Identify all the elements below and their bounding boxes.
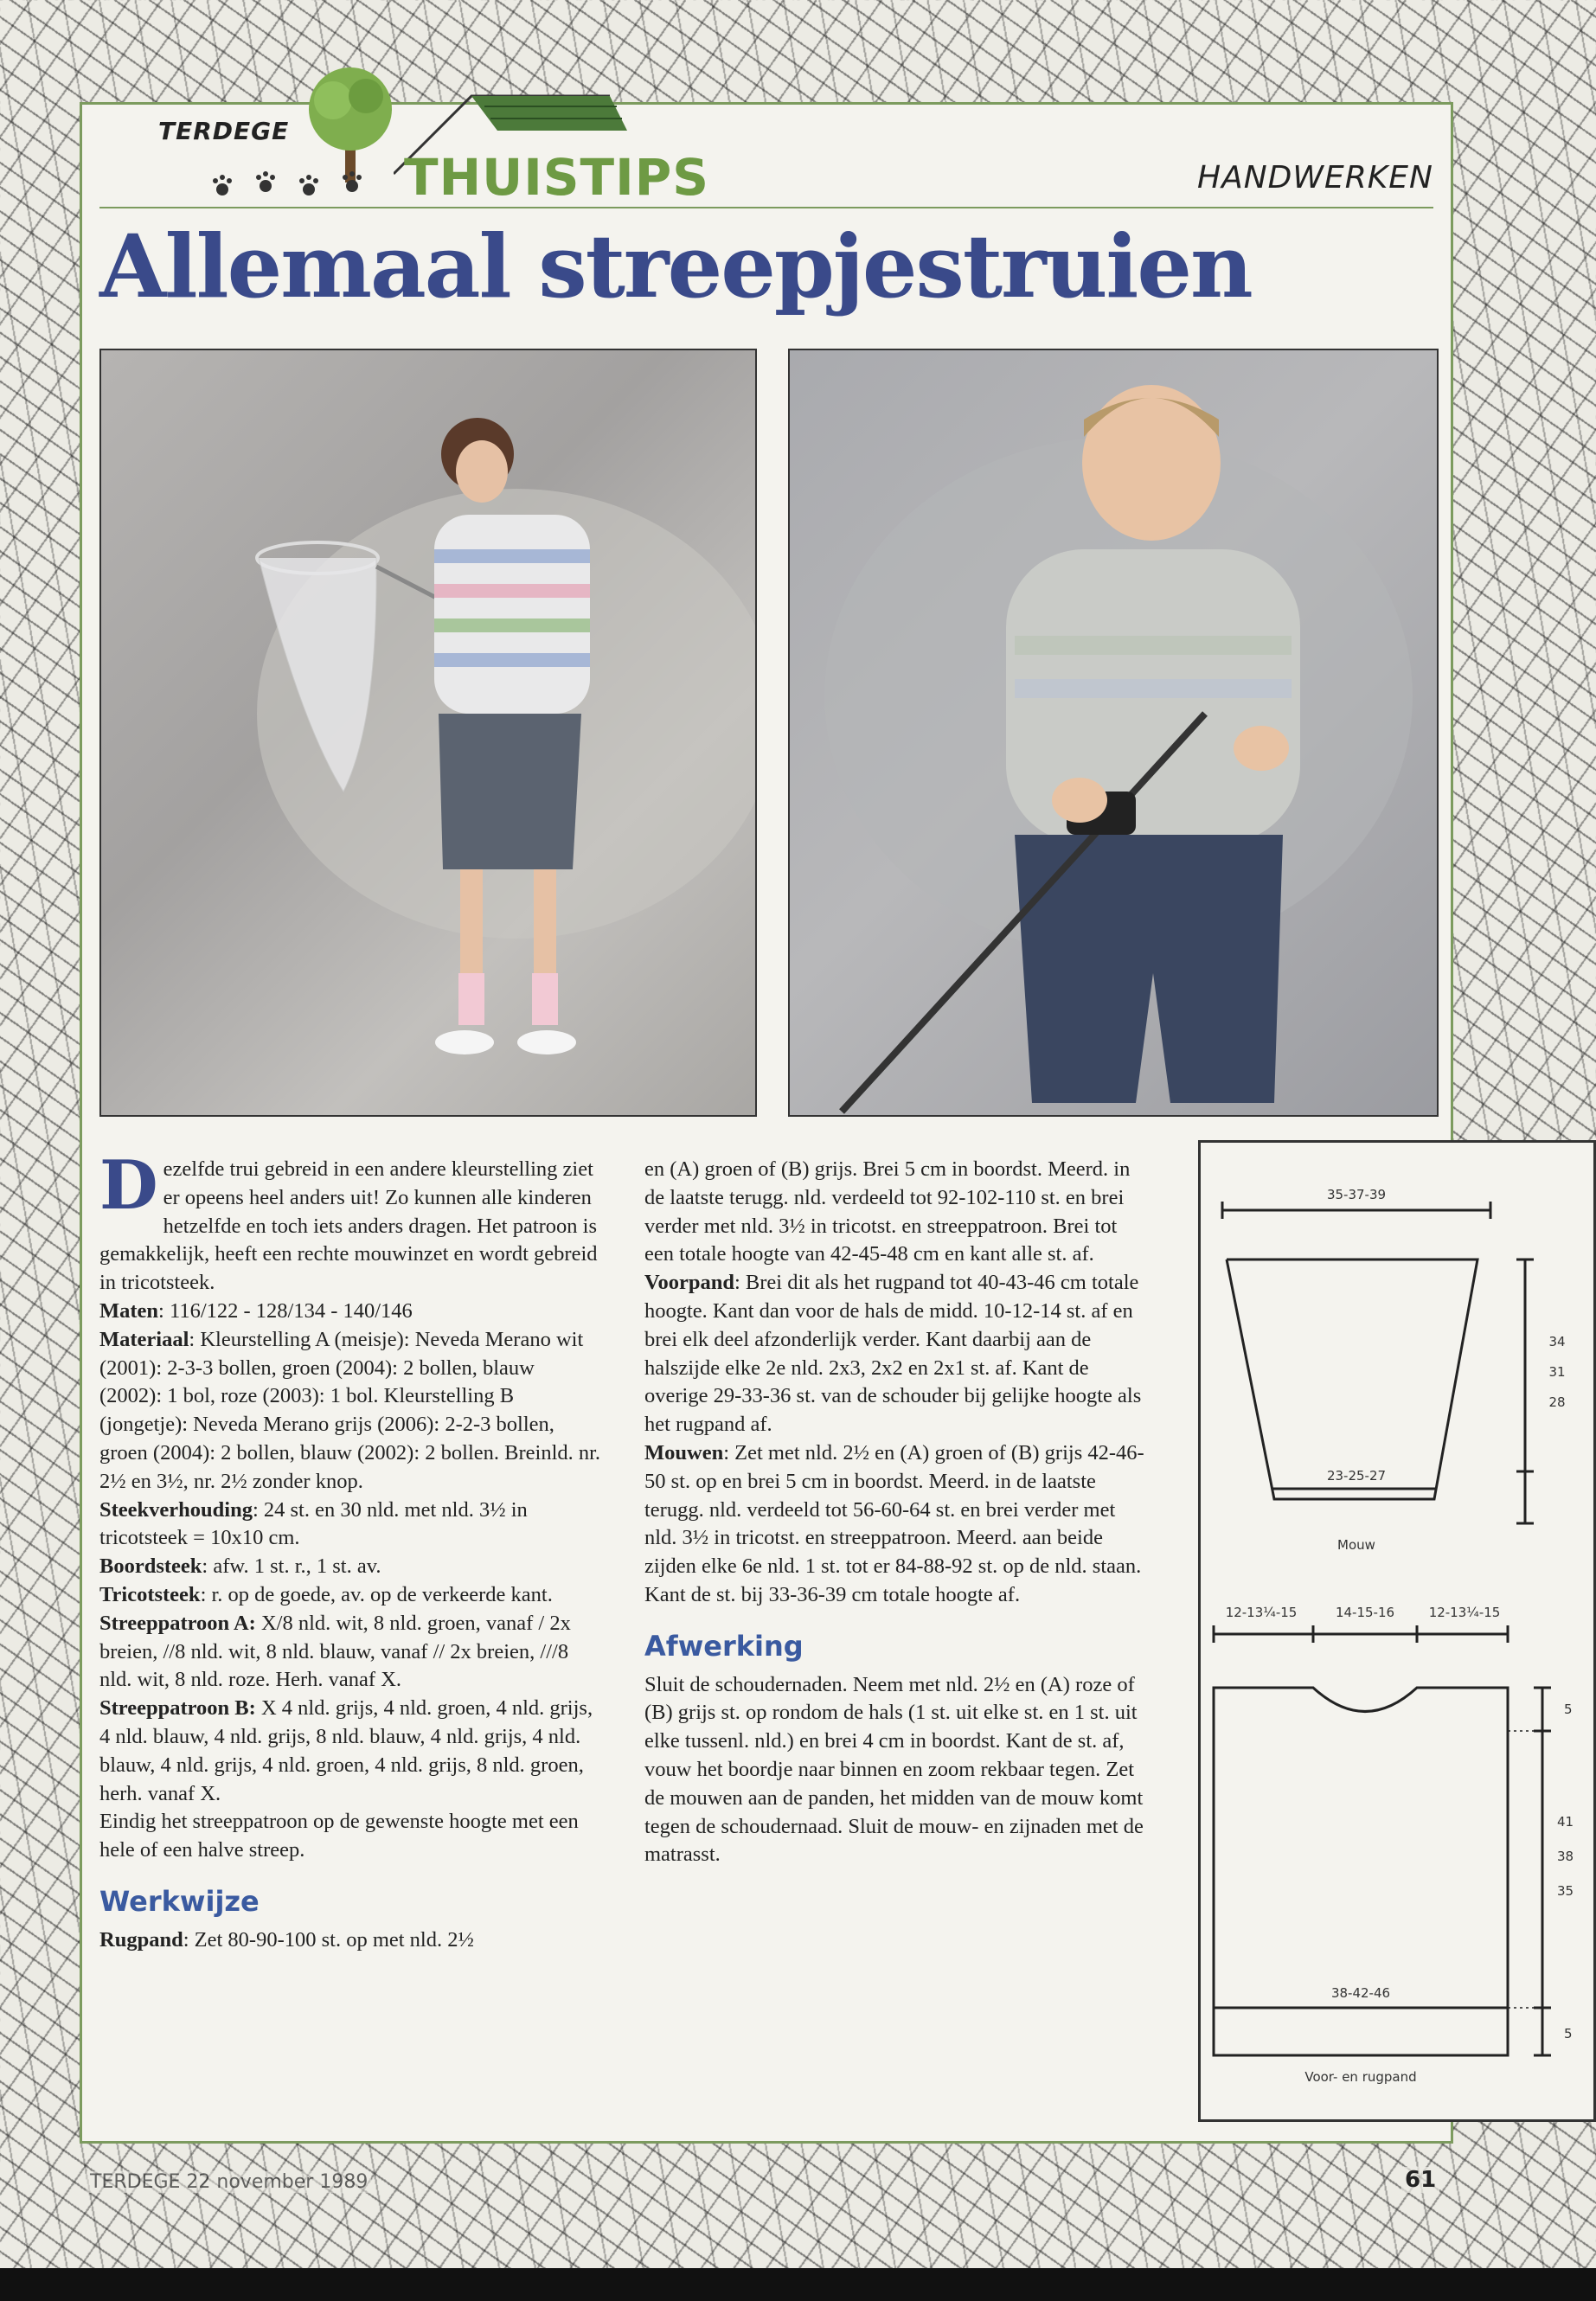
body-width-right: 12-13¼-15 bbox=[1428, 1605, 1501, 1620]
body-width-left: 12-13¼-15 bbox=[1225, 1605, 1298, 1620]
section-title: THUISTIPS bbox=[404, 148, 709, 207]
boordsteek-paragraph: Boordsteek: afw. 1 st. r., 1 st. av. bbox=[99, 1554, 381, 1579]
mouwen-paragraph: Mouwen: Zet met nld. 2½ en (A) groen of (B) grijs 42-46-50 st. op en brei 5 cm in boordst. Meerd. in de laatste terugg. nld. verdeeld tot 56-60-64 st. en brei verder met nld. 3½ in tricotst. en streeppatroon. Meerd. aan beide zijden elke 6e nld. 1 st. tot er 84-88-92 st. op de nld. staan. Kant de st. bij 33-36-39 cm totale hoogte af. bbox=[644, 1440, 1144, 1606]
text-column-1 bbox=[99, 1146, 601, 1955]
body-bottom-width: 38-42-46 bbox=[1330, 1985, 1391, 2001]
streeppatroon-a-paragraph: Streeppatroon A: X/8 nld. wit, 8 nld. groen, vanaf / 2x breien, //8 nld. wit, 8 nld. blauw, vanaf // 2x breien, ///8 nld. wit, 8 nld. roze. Herh. vanaf X. bbox=[99, 1611, 571, 1692]
page-number: 61 bbox=[1401, 2167, 1439, 2193]
body-height-top: 5 bbox=[1564, 1702, 1573, 1717]
rugpand-continued: en (A) groen of (B) grijs. Brei 5 cm in boordst. Meerd. in de laatste terugg. nld. verdeeld tot 92-102-110 st. en brei verder met nld. 3½ in tricotst. en streeppatroon. Brei tot een totale hoogte van 42-45-48 cm en kant alle st. af. bbox=[644, 1157, 1131, 1266]
pattern-schematic bbox=[1198, 1140, 1596, 2122]
body-width-neck: 14-15-16 bbox=[1335, 1605, 1395, 1620]
steekverhouding-paragraph: Steekverhouding: 24 st. en 30 nld. met nld. 3½ in tricotsteek = 10x10 cm. bbox=[99, 1497, 528, 1550]
mouw-height-1: 34 bbox=[1548, 1334, 1566, 1349]
photo-girl-with-net bbox=[99, 349, 757, 1117]
drop-cap: D bbox=[99, 1146, 158, 1225]
scan-edge bbox=[0, 2268, 1596, 2301]
body-caption: Voor- en rugpand bbox=[1304, 2069, 1417, 2085]
mouw-top-width: 35-37-39 bbox=[1326, 1187, 1387, 1202]
afwerking-heading: Afwerking bbox=[644, 1629, 804, 1663]
body-height-bottom: 5 bbox=[1564, 2026, 1573, 2041]
paw-prints-icon bbox=[210, 167, 383, 205]
voorpand-paragraph: Voorpand: Brei dit als het rugpand tot 40-43-46 cm totale hoogte. Kant dan voor de hals de midd. 10-12-14 st. af en brei elk deel afzonderlijk verder. Kant daarbij aan de halszijde elke 2e nld. 2x3, 2x2 en 2x1 st. af. Kant de overige 29-33-36 st. van de schouder bij gelijke hoogte als het rugpand af. bbox=[644, 1271, 1142, 1437]
mouw-height-3: 28 bbox=[1548, 1394, 1566, 1410]
issue-footer: TERDEGE 22 november 1989 bbox=[87, 2171, 371, 2193]
text-column-2 bbox=[644, 1156, 1146, 1869]
rugpand-paragraph: Rugpand: Zet 80-90-100 st. op met nld. 2½ bbox=[99, 1927, 474, 1952]
category-label: HANDWERKEN bbox=[1197, 160, 1433, 195]
body-height-1: 41 bbox=[1557, 1814, 1574, 1830]
mouw-caption: Mouw bbox=[1337, 1537, 1375, 1553]
mouw-height-2: 31 bbox=[1548, 1364, 1566, 1380]
afwerking-paragraph: Sluit de schoudernaden. Neem met nld. 2½ en (A) roze of (B) grijs st. op rondom de hals (1 st. uit elke st. en 1 st. uit elke tussenl. nld.) en brei 4 cm in boordst. Kant de st. af, vouw het boordje naar binnen en zoom rekbaar tegen. Zet de mouwen aan de panden, het midden van de mouw komt tegen de schoudernaad. Sluit de mouw- en zijnaden met de matrasst. bbox=[644, 1672, 1144, 1867]
body-height-3: 35 bbox=[1557, 1883, 1574, 1899]
photo-boy-with-rod bbox=[788, 349, 1439, 1117]
article-title: Allemaal streepjestruien bbox=[99, 215, 1252, 317]
body-height-2: 38 bbox=[1557, 1849, 1574, 1864]
tricotsteek-paragraph: Tricotsteek: r. op de goede, av. op de verkeerde kant. bbox=[99, 1582, 553, 1606]
streeppatroon-b-paragraph: Streeppatroon B: X 4 nld. grijs, 4 nld. groen, 4 nld. grijs, 4 nld. blauw, 4 nld. grijs, 8 nld. blauw, 4 nld. grijs, 4 nld. blauw, 4 nld. grijs, 4 nld. groen, 4 nld. grijs, 8 nld. groen, herh. vanaf X. bbox=[99, 1696, 593, 1805]
maten-paragraph: Maten: 116/122 - 128/134 - 140/146 bbox=[99, 1298, 413, 1323]
werkwijze-heading: Werkwijze bbox=[99, 1884, 260, 1918]
brand-label: TERDEGE bbox=[158, 117, 290, 145]
materiaal-paragraph: Materiaal: Kleurstelling A (meisje): Neveda Merano wit (2001): 2-3-3 bollen, groen (2004): 2 bollen, blauw (2002): 1 bol, roze (2003): 1 bol. Kleurstelling B (jongetje): Neveda Merano grijs (2006): 2-2-3 bollen, groen (2004): 2 bollen, blauw (2002): 2 bollen. Breinld. nr. 2½ en 3½, nr. 2½ zonder knop. bbox=[99, 1327, 601, 1493]
mouw-bottom-width: 23-25-27 bbox=[1326, 1468, 1387, 1484]
header-divider bbox=[99, 207, 1433, 208]
intro-paragraph: Dezelfde trui gebreid in een andere kleurstelling ziet er opeens heel anders uit! Zo kunnen alle kinderen hetzelfde en toch iets anders dragen. Het patroon is gemakkelijk, heeft een rechte mouwinzet en wordt gebreid in tricotsteek. bbox=[99, 1146, 598, 1295]
eindig-paragraph: Eindig het streeppatroon op de gewenste hoogte met een hele of een halve streep. bbox=[99, 1810, 579, 1862]
